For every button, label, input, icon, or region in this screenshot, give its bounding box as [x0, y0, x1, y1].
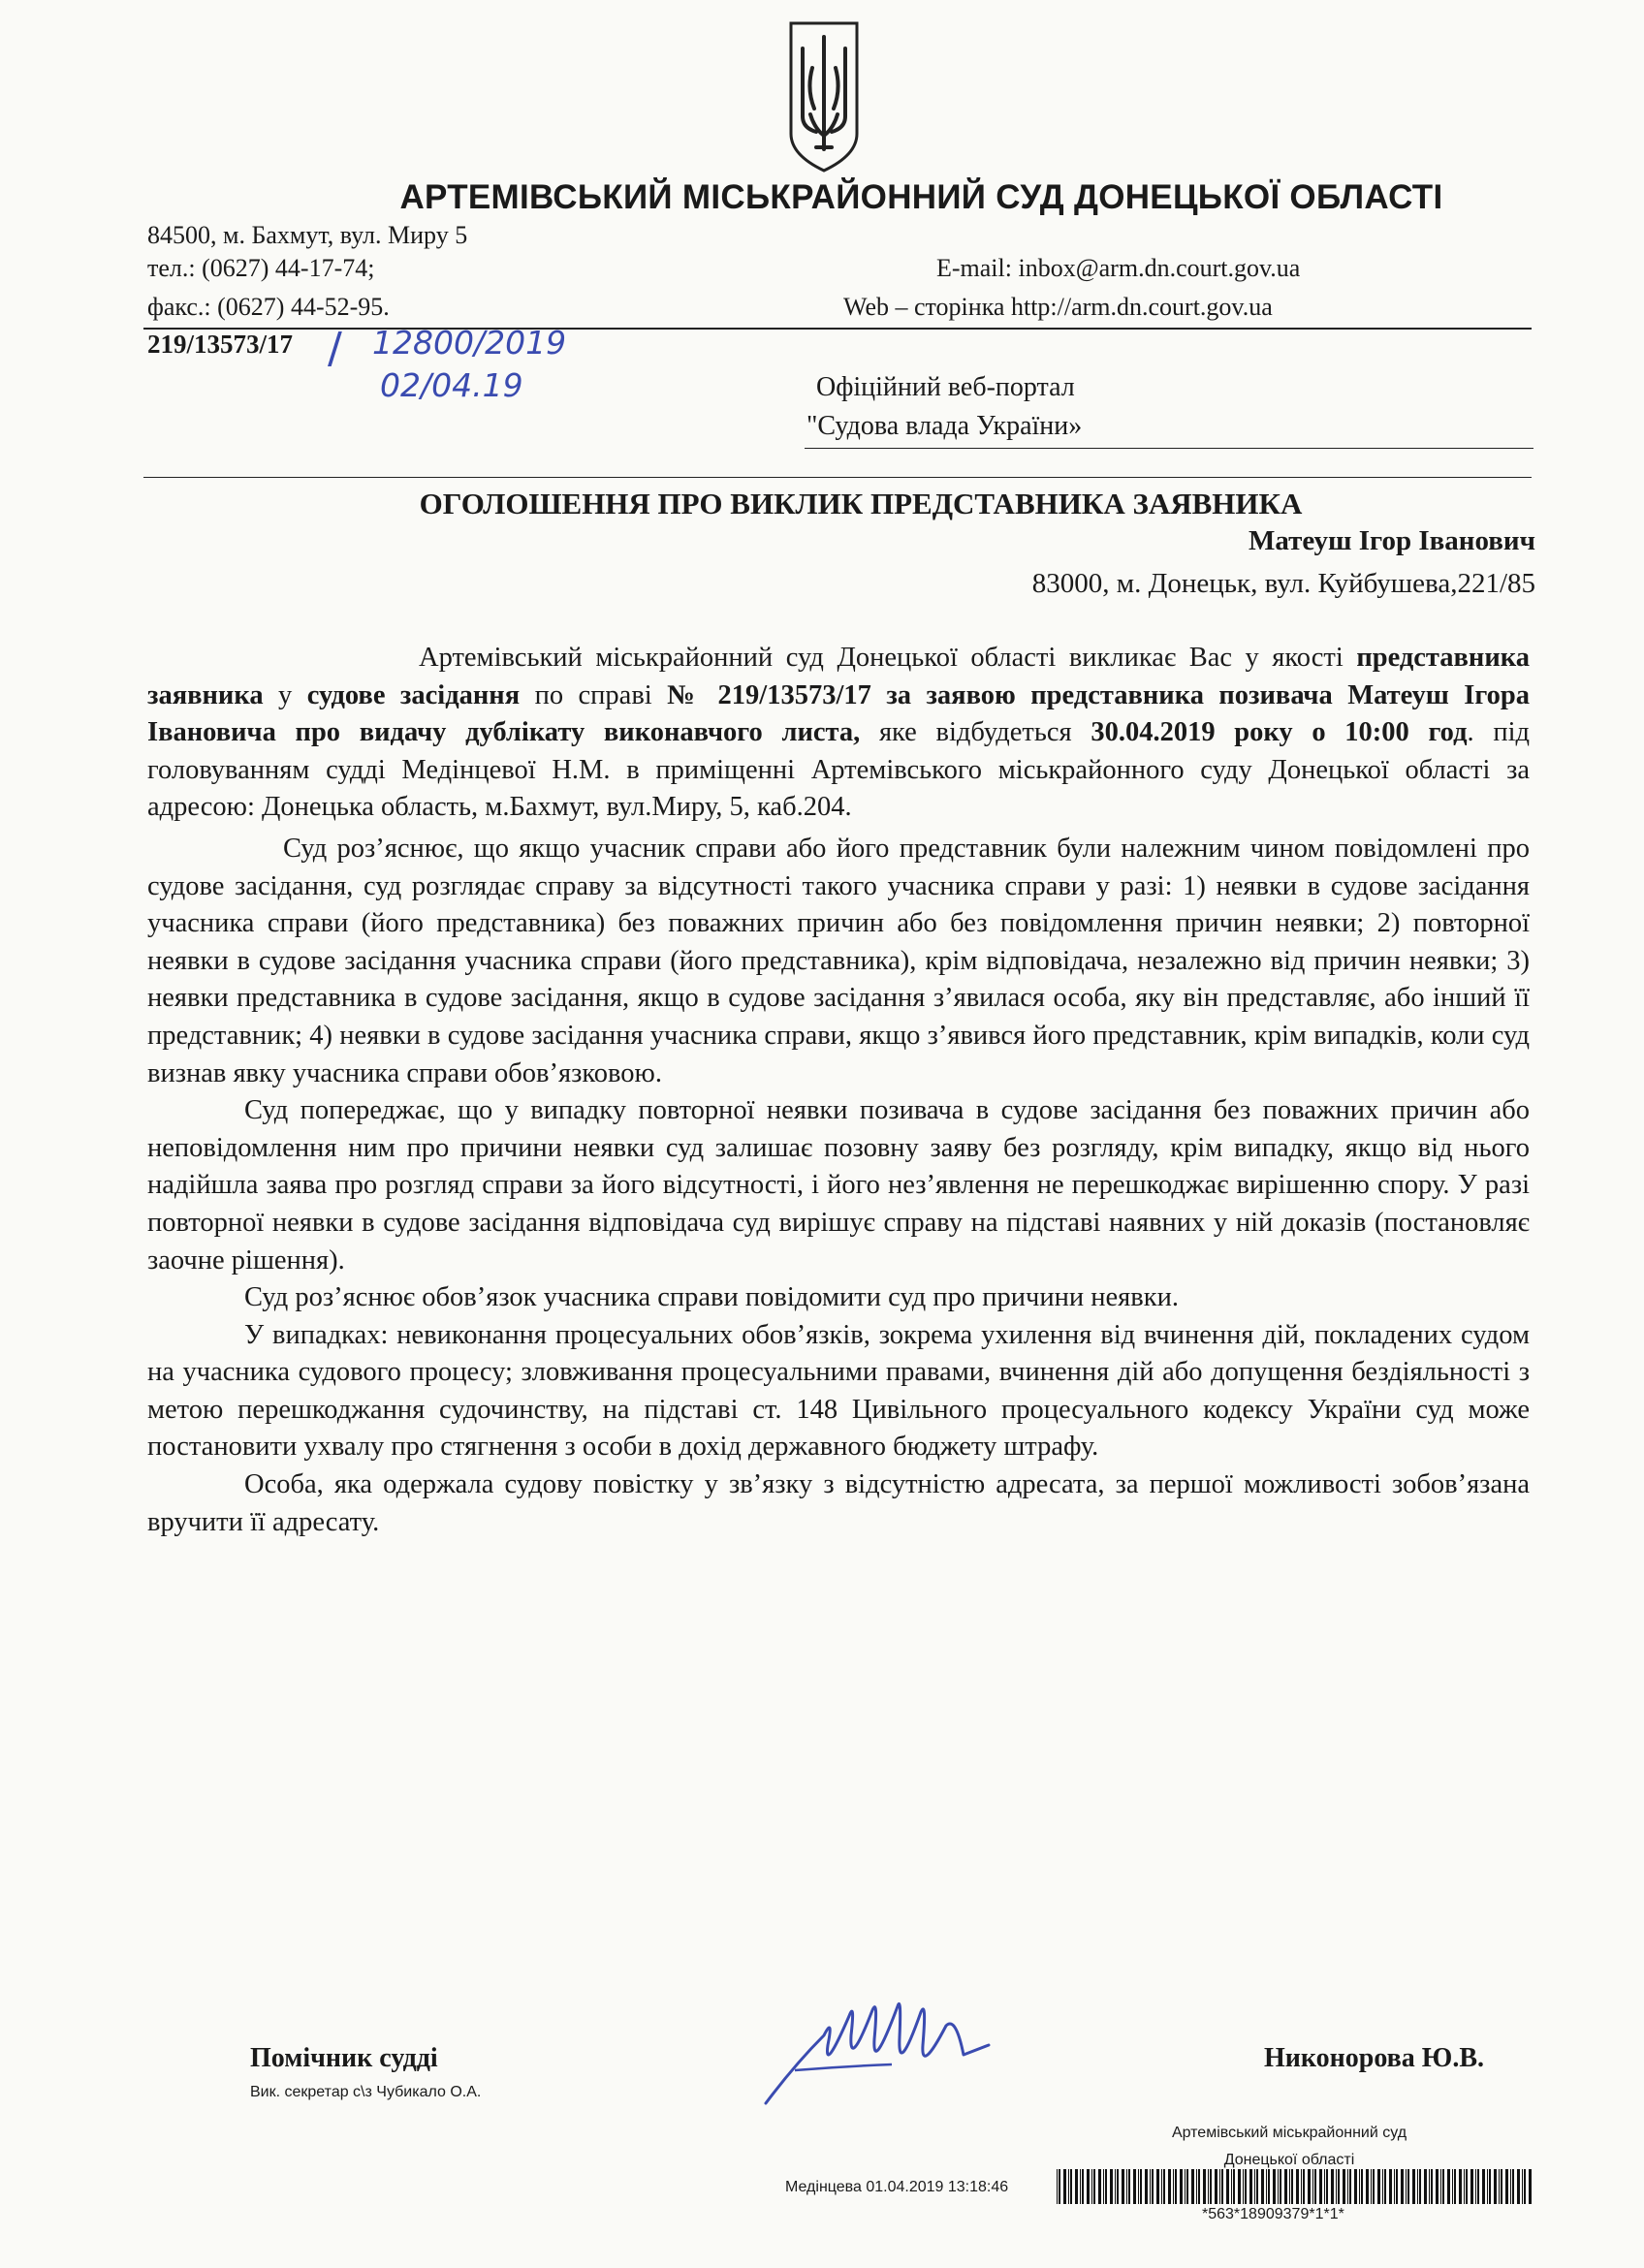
paragraph-warning: Суд попереджає, що у випадку повторної неявки позивача в судове засідання без поважних причин або неповідомлення ним про причини неявки суд залишає позовну заяву без розгляду, крім випадку, якщо від нього надійшла заява про розгляд справи за його відсутності, і його нез’явлення не перешкоджає вирішенню спору. У разі повторної неявки в судове засідання відповідача суд вирішує справу на підставі наявних у ній доказів (постановляє заочне рішення).	[147, 1095, 1530, 1276]
handwritten-separator: /	[328, 324, 342, 373]
paragraph-delivery: Особа, яка одержала судову повістку у зв’язку з відсутністю адресата, за першої можливості зобов’язана вручити її адресату.	[147, 1469, 1530, 1537]
signer-name: Никонорова Ю.В.	[1264, 2043, 1485, 2073]
portal-line2: "Судова влада України»	[806, 411, 1083, 441]
court-email: E-mail: inbox@arm.dn.court.gov.ua	[936, 254, 1301, 282]
addressee-name: Матеуш Ігор Іванович	[1248, 525, 1535, 556]
stamp-meta: Медінцева 01.04.2019 13:18:46	[785, 2179, 1009, 2195]
court-fax: факс.: (0627) 44-52-95.	[147, 293, 390, 321]
paragraph-explanation: Суд роз’яснює, що якщо учасник справи або його представник були належним чином повідомлені про судове засідання, суд розглядає справу за відсутності такого учасника справи у разі: 1) неявки в судове засідання учасника справи (його представника) без поважних причин або без повідомлення причин неявки; 2) повторної неявки в судове засідання учасника справи (його представника), крім відповідача, незалежно від причин неявки; 3) неявки представника в судове засідання, якщо в судове засідання з’явилася особа, яку він представляє, або інший її представник; 4) неявки в судове засідання учасника справи, якщо з’явився його представник, крім випадків, коли суд визнав явку учасника справи обов’язковою.	[147, 833, 1530, 1088]
paragraph-penalty: У випадках: невиконання процесуальних обов’язків, зокрема ухилення від вчинення дій, покладених судом на учасника судового процесу; зловживання процесуальними правами, вчинення дій або допущення бездіяльності з метою перешкоджання судочинству, на підставі ст. 148 Цивільного процесуального кодексу України суд може постановити ухвалу про стягнення з особи в дохід державного бюджету штрафу.	[147, 1319, 1530, 1463]
court-web: Web – сторінка http://arm.dn.court.gov.ua	[843, 293, 1273, 321]
court-address: 84500, м. Бахмут, вул. Миру 5	[147, 221, 468, 249]
case-registration-number: 219/13573/17	[147, 330, 294, 359]
header-divider	[143, 328, 1532, 330]
stamp-court	[1134, 2125, 1444, 2169]
stamp-court-line1: Артемівський міськрайонний суд	[1171, 2125, 1407, 2141]
barcode-icon	[1057, 2169, 1532, 2204]
handwritten-outgoing-number: 12800/2019	[372, 324, 567, 362]
notice-body	[147, 640, 1530, 1541]
handwritten-date: 02/04.19	[380, 366, 523, 404]
portal-line1: Офіційний веб-портал	[816, 372, 1075, 402]
document-title: ОГОЛОШЕННЯ ПРО ВИКЛИК ПРЕДСТАВНИКА ЗАЯВНИКА	[419, 487, 1303, 520]
portal-divider	[805, 448, 1533, 449]
court-name: АРТЕМІВСЬКИЙ МІСЬКРАЙОННИЙ СУД ДОНЕЦЬКОЇ ОБЛАСТІ	[399, 178, 1443, 216]
handwritten-signature-icon	[756, 1977, 1008, 2113]
executor-note: Вик. секретар с\з Чубикало О.А.	[250, 2084, 482, 2100]
barcode-number: *563*18909379*1*1*	[1202, 2206, 1344, 2222]
title-divider	[143, 477, 1532, 478]
court-phone: тел.: (0627) 44-17-74;	[147, 254, 375, 282]
signer-position: Помічник судді	[250, 2043, 438, 2073]
trident-emblem-icon	[785, 19, 863, 174]
addressee-address: 83000, м. Донецьк, вул. Куйбушева,221/85	[1031, 568, 1535, 599]
stamp-court-line2: Донецької області	[1223, 2152, 1355, 2168]
paragraph-duty: Суд роз’яснює обов’язок учасника справи повідомити суд про причини неявки.	[244, 1282, 1179, 1313]
paragraph-summons: Артемівський міськрайонний суд Донецької області викликає Вас у якості представника заявника у судове засідання по справі № 219/13573/17 за заявою представника позивача Матеуш Ігора Івановича про видачу дублікату виконавчого листа, яке відбудеться 30.04.2019 року о 10:00 год. під головуванням судді Медінцевої Н.М. в приміщенні Артемівського міськрайонного суду Донецької області за адресою: Донецька область, м.Бахмут, вул.Миру, 5, каб.204.	[147, 643, 1531, 823]
